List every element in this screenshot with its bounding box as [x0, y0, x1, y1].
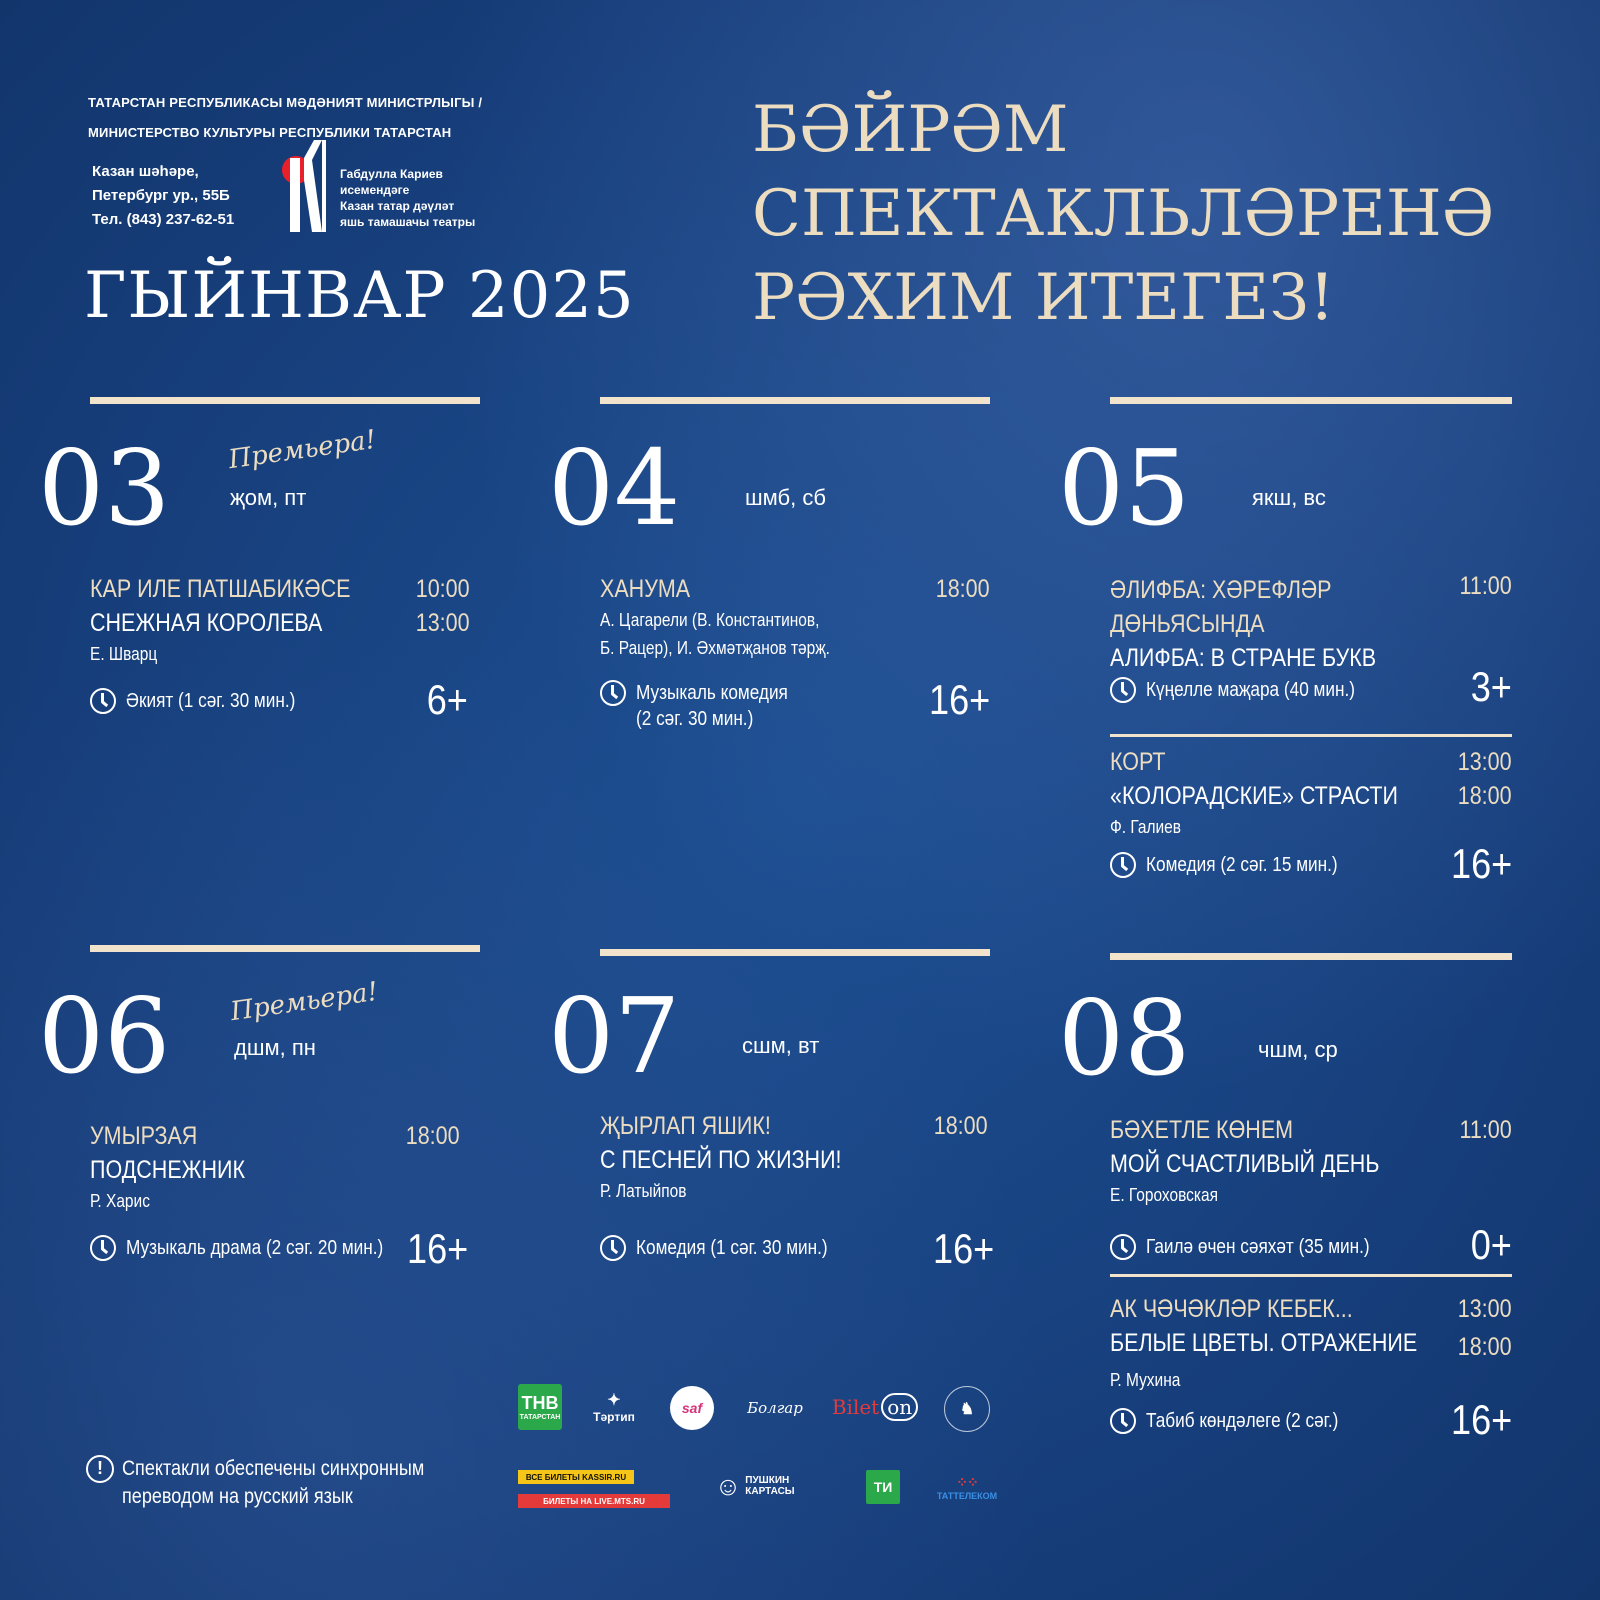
age-rating: 16+: [1450, 840, 1512, 887]
show-title-ru: «КОЛОРАДСКИЕ» СТРАСТИ: [1110, 782, 1398, 810]
day-04-block: [548, 397, 990, 737]
bileton-logo-on: on: [881, 1393, 918, 1421]
clock-icon: [600, 1235, 626, 1261]
day-number: 03: [38, 427, 171, 549]
weekday: чшм, ср: [1258, 1037, 1338, 1062]
tartip-logo-text: Тәртип: [593, 1410, 635, 1424]
theatre-name: [340, 166, 475, 230]
day-08-block: [1058, 953, 1512, 1453]
phone-number: Тел. (843) 237-62-51: [92, 211, 235, 228]
tartip-logo: [584, 1384, 644, 1430]
theatre-logo: [282, 140, 332, 232]
show-ak-chachaklar: [1110, 1292, 1512, 1443]
show-bakhetle-konem: [1110, 1113, 1512, 1268]
tattelecom-logo: [930, 1462, 1004, 1512]
ti-logo: ТИ: [866, 1470, 900, 1504]
show-snow-queen: [90, 572, 480, 723]
clock-icon: [1110, 1408, 1136, 1434]
show-time: 11:00: [1459, 572, 1512, 600]
weekday: сшм, вт: [742, 1033, 820, 1058]
show-author: Р. Мухина: [1110, 1370, 1181, 1390]
genre-text: Комедия (2 сәг. 15 мин.): [1146, 854, 1338, 876]
bileton-logo: [826, 1390, 924, 1424]
age-rating: 6+: [426, 676, 468, 723]
note-line: Спектакли обеспечены синхронным: [122, 1457, 425, 1480]
tnv-logo-text: ТНВ: [521, 1393, 559, 1413]
mts-live-logo: БИЛЕТЫ НА LIVE.MTS.RU: [518, 1494, 670, 1508]
show-genre: [1110, 677, 1389, 703]
show-title-ru: АЛИФБА: В СТРАНЕ БУКВ: [1110, 644, 1377, 672]
show-author: Е. Гороховская: [1110, 1185, 1218, 1205]
month-title: ГЫЙНВАР 2025: [84, 259, 635, 333]
show-title-ru: МОЙ СЧАСТЛИВЫЙ ДЕНЬ: [1110, 1150, 1380, 1178]
clock-icon: [90, 688, 116, 714]
day-number: 05: [1058, 427, 1191, 549]
show-separator: [1110, 1274, 1512, 1277]
theatre-name-line: исемендәге: [340, 183, 410, 197]
day-rule: [90, 945, 480, 952]
show-time: 13:00: [416, 609, 470, 637]
show-genre: [600, 680, 813, 732]
genre-text: Музыкаль комедия (2 сәг. 30 мин.): [636, 682, 788, 730]
day-05-block: [1058, 397, 1512, 897]
show-zhyrlap-yashik: [600, 1109, 994, 1272]
premiere-label: Премьера!: [228, 976, 380, 1028]
clock-icon: [1110, 852, 1136, 878]
saf-logo-mark: saf: [681, 1400, 703, 1416]
day-number: 06: [38, 975, 171, 1097]
clock-icon: [1110, 677, 1136, 703]
clock-icon: [90, 1235, 116, 1261]
address-city: Казан шәһәре,: [92, 163, 199, 180]
show-title-tt: УМЫРЗАЯ: [90, 1122, 198, 1150]
show-genre: [1110, 1408, 1370, 1434]
headline-line: СПЕКТАКЛЬЛӘРЕНӘ: [752, 177, 1495, 251]
kassir-logo: ВСЕ БИЛЕТЫ KASSIR.RU: [518, 1470, 634, 1484]
genre-text: Күңелле маҗара (40 мин.): [1146, 679, 1355, 701]
show-separator: [1110, 734, 1512, 737]
show-time: 18:00: [1458, 782, 1512, 810]
show-time: 13:00: [1458, 1295, 1512, 1323]
show-author: Р. Харис: [90, 1191, 150, 1211]
show-genre: [600, 1235, 859, 1261]
show-title-tt: ДӨНЬЯСЫНДА: [1110, 610, 1265, 638]
day-rule: [90, 397, 480, 404]
genre-text: Музыкаль драма (2 сәг. 20 мин.): [126, 1237, 384, 1259]
day-number: 07: [548, 975, 681, 1097]
theatre-name-line: Габдулла Кариев: [340, 167, 443, 181]
weekday: дшм, пн: [234, 1035, 316, 1060]
day-rule: [600, 949, 990, 956]
show-title-tt: КОРТ: [1110, 748, 1166, 776]
clock-icon: [600, 680, 626, 706]
show-alifba: [1110, 572, 1512, 710]
age-rating: 16+: [406, 1225, 468, 1272]
show-title-ru: БЕЛЫЕ ЦВЕТЫ. ОТРАЖЕНИЕ: [1110, 1329, 1418, 1357]
tattelecom-logo-text: ТАТТЕЛЕКОМ: [936, 1490, 998, 1501]
age-rating: 0+: [1470, 1221, 1512, 1268]
tnv-logo-sub: ТАТАРСТАН: [519, 1414, 561, 1421]
show-title-ru: С ПЕСНЕЙ ПО ЖИЗНИ!: [600, 1146, 842, 1174]
saf-logo: [670, 1386, 714, 1430]
weekday: шмб, сб: [745, 485, 826, 510]
day-number: 08: [1058, 977, 1191, 1099]
show-genre: [1110, 1234, 1406, 1260]
show-time: 18:00: [934, 1112, 988, 1140]
show-genre: [1110, 852, 1369, 878]
show-author: Ф. Галиев: [1110, 817, 1182, 837]
show-time: 18:00: [406, 1122, 460, 1150]
show-title-tt: КАР ИЛЕ ПАТШАБИКӘСЕ: [90, 575, 351, 603]
show-author: А. Цагарели (В. Константинов,: [600, 610, 820, 630]
ministry-name: [88, 88, 482, 148]
age-rating: 3+: [1470, 663, 1512, 710]
genre-text: Табиб көндәлеге (2 сәг.): [1146, 1410, 1339, 1432]
tnv-logo: [518, 1384, 562, 1430]
day-rule: [1110, 953, 1512, 960]
headline-line: БӘЙРӘМ: [752, 93, 1069, 167]
age-rating: 16+: [932, 1225, 994, 1272]
headline-line: РӘХИМ ИТЕГЕЗ!: [752, 261, 1335, 335]
weekday: җом, пт: [230, 485, 307, 510]
ministry-name-ru: МИНИСТЕРСТВО КУЛЬТУРЫ РЕСПУБЛИКИ ТАТАРСТАН: [88, 125, 452, 140]
day-number: 04: [548, 427, 681, 549]
bolgar-logo: Болгар: [747, 1399, 803, 1417]
pushkin-card-logo: [704, 1464, 826, 1508]
age-rating: 16+: [1450, 1396, 1512, 1443]
weekday: якш, вс: [1252, 485, 1326, 510]
show-title-tt: ӘЛИФБА: ХӘРЕФЛӘР: [1110, 576, 1332, 604]
show-author: Б. Рацер), И. Әхмәтҗанов тәрҗ.: [600, 638, 830, 658]
show-genre: [90, 688, 323, 714]
note-text: [122, 1455, 424, 1511]
translation-note: [86, 1455, 474, 1511]
show-kort: [1110, 745, 1512, 887]
show-time: 11:00: [1459, 1116, 1512, 1144]
ministry-name-tt: ТАТАРСТАН РЕСПУБЛИКАСЫ МӘДӘНИЯТ МИНИСТРЛЫГЫ /: [88, 95, 483, 110]
bileton-logo-text: Bilet: [831, 1395, 880, 1419]
headline: [752, 88, 1494, 340]
show-time: 10:00: [416, 575, 470, 603]
age-rating: 16+: [928, 676, 990, 723]
day-rule: [1110, 397, 1512, 404]
show-hanuma: [600, 572, 990, 730]
show-title: ХАНУМА: [600, 575, 691, 603]
show-author: Е. Шварц: [90, 644, 158, 664]
show-umyrzaya: [90, 1119, 480, 1272]
theatre-name-line: Казан татар дәүләт: [340, 199, 455, 213]
show-time: 18:00: [1458, 1333, 1512, 1361]
premiere-label: Премьера!: [226, 424, 378, 476]
show-title-ru: СНЕЖНАЯ КОРОЛЕВА: [90, 609, 323, 637]
bird-icon: ✦: [607, 1392, 621, 1409]
dots-grid-icon: ⁘⁘: [956, 1473, 978, 1490]
horse-icon: ♞: [959, 1401, 975, 1418]
exclamation-icon: !: [86, 1455, 114, 1483]
show-author: Р. Латыйпов: [600, 1181, 687, 1201]
genre-text: Комедия (1 сәг. 30 мин.): [636, 1237, 828, 1259]
day-07-block: [548, 949, 994, 1279]
show-time: 13:00: [1458, 748, 1512, 776]
clock-icon: [1110, 1234, 1136, 1260]
pushkin-card-text: ПУШКИН КАРТАСЫ: [745, 1475, 795, 1497]
show-title-ru: ПОДСНЕЖНИК: [90, 1156, 246, 1184]
show-title-tt: БӘХЕТЛЕ КӨНЕМ: [1110, 1116, 1294, 1144]
day-rule: [600, 397, 990, 404]
note-line: переводом на русский язык: [122, 1485, 353, 1508]
theatre-name-line: яшь тамашачы театры: [340, 215, 476, 229]
tugan-avylym-logo: [944, 1386, 990, 1432]
day-06-block: [38, 945, 480, 1275]
genre-text: Гаилә өчен сәяхәт (35 мин.): [1146, 1236, 1370, 1258]
pushkin-portrait-icon: ☺: [714, 1470, 742, 1501]
show-time: 18:00: [936, 575, 990, 603]
day-03-block: [38, 397, 480, 737]
address-street: Петербург ур., 55Б: [92, 187, 230, 204]
show-title-tt: ҖЫРЛАП ЯШИК!: [600, 1112, 771, 1140]
show-title-tt: АК ЧӘЧӘКЛӘР КЕБЕК...: [1110, 1295, 1353, 1323]
show-genre: [90, 1235, 425, 1261]
theatre-address: [92, 160, 234, 232]
genre-text: Әкият (1 сәг. 30 мин.): [126, 690, 296, 712]
